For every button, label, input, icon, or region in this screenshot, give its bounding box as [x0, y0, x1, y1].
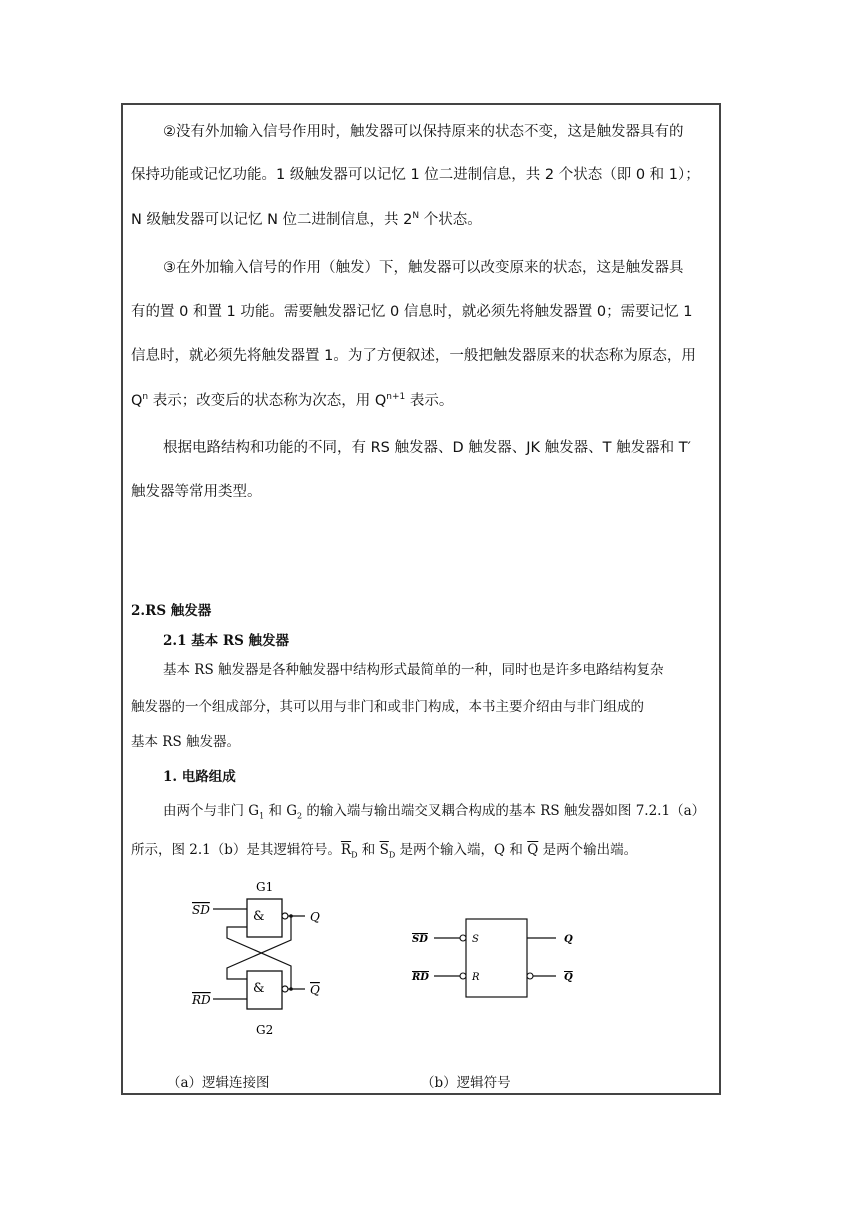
- qbar-output-label: Q: [310, 983, 320, 997]
- circuit-para-line-1: 由两个与非门 $G_1$ 和 $G_2$ 的输入端与输出端交叉耦合构成的基本 RS 触发器如图 7.2.1（a）: [163, 803, 706, 821]
- section-subtitle: 2.1 基本 RS 触发器: [163, 633, 290, 649]
- content-frame: [121, 103, 721, 1095]
- paragraph-1-line-3: N 级触发器可以记忆 N 位二进制信息，共 $2^N$ 个状态。: [131, 211, 482, 228]
- paragraph-2-line-4: $Q^n$ 表示；改变后的状态称为次态，用 $Q^{n+1}$ 表示。: [131, 392, 454, 409]
- sd-input-label: SD: [192, 903, 210, 917]
- symbol-rd-label: RD: [412, 972, 429, 983]
- junction-dot-qbar: [289, 987, 293, 991]
- paragraph-3-line-1: 根据电路结构和功能的不同，有 RS 触发器、D 触发器、JK 触发器、T 触发器和 T′: [163, 440, 691, 456]
- rs-latch-connection-diagram: [183, 878, 353, 1043]
- symbol-r-pin: R: [472, 972, 480, 983]
- figure-a-caption: （a）逻辑连接图: [167, 1075, 270, 1091]
- gate-g1-label: G1: [256, 880, 274, 894]
- symbol-qbar-label: Q: [564, 972, 573, 983]
- section-title: 2.RS 触发器: [131, 603, 212, 619]
- paragraph-1-line-2: 保持功能或记忆功能。1 级触发器可以记忆 1 位二进制信息，共 2 个状态（即 0 和 1）；: [131, 167, 700, 183]
- figure-b-caption: （b）逻辑符号: [421, 1075, 511, 1091]
- rs-latch-logic-symbol: [408, 913, 593, 1003]
- r-input-bubble: [460, 973, 466, 979]
- gate-g1-bubble: [282, 913, 288, 919]
- circuit-para-line-2: 所示，图 2.1（b）是其逻辑符号。$\overline{R}_D$ 和 $\overline{S}_D$ 是两个输入端，Q 和 $\overline{Q}$ 是两个输出端。: [131, 842, 638, 860]
- qbar-output-bubble: [527, 973, 533, 979]
- section-para-line-3: 基本 RS 触发器。: [131, 734, 240, 750]
- gate-g2-label: G2: [256, 1023, 274, 1037]
- rd-input-label: RD: [192, 993, 211, 1007]
- symbol-s-pin: S: [472, 934, 479, 945]
- junction-dot-q: [289, 914, 293, 918]
- symbol-q-label: Q: [564, 934, 573, 945]
- paragraph-1-line-1: ②没有外加输入信号作用时，触发器可以保持原来的状态不变，这是触发器具有的: [163, 124, 684, 140]
- symbol-sd-label: SD: [412, 934, 428, 945]
- s-input-bubble: [460, 935, 466, 941]
- gate-g2-symbol: &: [253, 981, 265, 996]
- section-para-line-2: 触发器的一个组成部分，其可以用与非门和或非门构成，本书主要介绍由与非门组成的: [131, 699, 644, 715]
- circuit-heading: 1. 电路组成: [163, 769, 236, 785]
- paragraph-3-line-2: 触发器等常用类型。: [131, 484, 262, 500]
- paragraph-2-line-3: 信息时，就必须先将触发器置 1。为了方便叙述，一般把触发器原来的状态称为原态，用: [131, 348, 696, 364]
- paragraph-2-line-2: 有的置 0 和置 1 功能。需要触发器记忆 0 信息时，就必须先将触发器置 0；需要记忆 1: [131, 304, 693, 320]
- symbol-box: [466, 919, 527, 997]
- gate-g1-symbol: &: [253, 909, 265, 924]
- paragraph-2-line-1: ③在外加输入信号的作用（触发）下，触发器可以改变原来的状态，这是触发器具: [163, 260, 684, 276]
- q-output-label: Q: [310, 910, 320, 924]
- section-para-line-1: 基本 RS 触发器是各种触发器中结构形式最简单的一种，同时也是许多电路结构复杂: [163, 662, 664, 678]
- gate-g2-bubble: [282, 986, 288, 992]
